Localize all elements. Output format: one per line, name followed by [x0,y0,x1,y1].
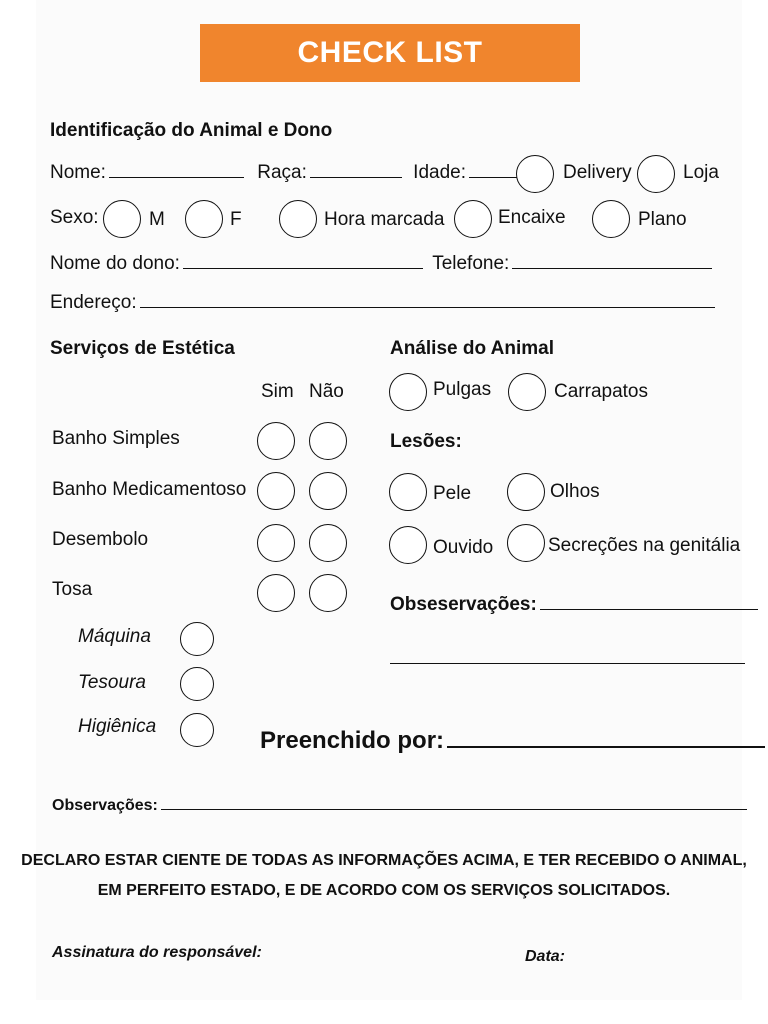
analise-obs-line-2[interactable] [390,663,745,664]
telefone-label: Telefone: [432,253,510,274]
nome-dono-label: Nome do dono: [50,253,180,274]
analise-obs-field[interactable] [540,594,758,610]
endereco-label: Endereço: [50,292,137,313]
analise-obs-label: Obseservações: [390,594,537,615]
banner-title: CHECK LIST [297,36,483,69]
pele-radio[interactable] [389,473,427,511]
olhos-radio[interactable] [507,473,545,511]
declaracao-line-2: EM PERFEITO ESTADO, E DE ACORDO COM OS SERVIÇOS SOLICITADOS. [97,882,671,899]
tosa-option-label: Higiênica [78,716,157,737]
declaracao-line-1: DECLARO ESTAR CIENTE DE TODAS AS INFORMAÇÕES ACIMA, E TER RECEBIDO O ANIMAL, [21,852,747,869]
preenchido-field[interactable] [447,726,765,748]
banho-simples-sim-radio[interactable] [257,422,295,460]
preenchido-row [260,726,765,755]
sexo-m-label: M [149,209,165,230]
banho-simples-nao-radio[interactable] [309,422,347,460]
pele-label: Pele [433,483,472,504]
sexo-label: Sexo: [50,207,99,228]
banho-medicamentoso-nao-radio[interactable] [309,472,347,510]
hora-marcada-label: Hora marcada [324,209,445,230]
checklist-banner [200,24,580,82]
preenchido-label: Preenchido por: [260,727,445,754]
lesoes-heading: Lesões: [390,431,462,452]
loja-label: Loja [683,162,719,183]
tosa-sim-radio[interactable] [257,574,295,612]
nao-header: Não [309,381,344,402]
idade-field[interactable] [469,162,521,178]
secrecoes-label: Secreções na genitália [548,535,741,556]
telefone-field[interactable] [512,253,712,269]
nome-dono-row [50,253,712,275]
ouvido-label: Ouvido [433,537,494,558]
secrecoes-radio[interactable] [507,524,545,562]
service-label: Banho Medicamentoso [52,479,247,500]
encaixe-radio[interactable] [454,200,492,238]
endereco-field[interactable] [140,292,715,308]
plano-label: Plano [638,209,687,230]
analise-obs-row [390,594,758,616]
observacoes-field[interactable] [161,794,747,810]
desembolo-sim-radio[interactable] [257,524,295,562]
plano-radio[interactable] [592,200,630,238]
hora-marcada-radio[interactable] [279,200,317,238]
tesoura-radio[interactable] [180,667,214,701]
banho-medicamentoso-sim-radio[interactable] [257,472,295,510]
tosa-option-label: Máquina [78,626,151,647]
carrapatos-radio[interactable] [508,373,546,411]
tosa-nao-radio[interactable] [309,574,347,612]
service-label: Desembolo [52,529,149,550]
sexo-f-label: F [230,209,242,230]
carrapatos-label: Carrapatos [554,381,648,402]
idade-label: Idade: [413,162,466,183]
higienica-radio[interactable] [180,713,214,747]
pulgas-radio[interactable] [389,373,427,411]
endereco-row [50,292,715,314]
delivery-label: Delivery [563,162,632,183]
identificacao-heading: Identificação do Animal e Dono [50,120,333,141]
observacoes-label: Observações: [52,797,158,814]
assinatura-label: Assinatura do responsável: [52,944,262,961]
nome-label: Nome: [50,162,106,183]
observacoes-row [52,794,747,815]
loja-radio[interactable] [637,155,675,193]
encaixe-label: Encaixe [498,207,566,228]
delivery-radio[interactable] [516,155,554,193]
analise-heading: Análise do Animal [390,338,554,359]
sim-header: Sim [261,381,294,402]
servicos-heading: Serviços de Estética [50,338,235,359]
data-label: Data: [525,948,566,965]
raca-label: Raça: [257,162,307,183]
olhos-label: Olhos [550,481,600,502]
tosa-option-label: Tesoura [78,672,146,693]
desembolo-nao-radio[interactable] [309,524,347,562]
ouvido-radio[interactable] [389,526,427,564]
nome-row [50,162,521,184]
raca-field[interactable] [310,162,402,178]
service-label: Tosa [52,579,93,600]
sexo-m-radio[interactable] [103,200,141,238]
sexo-f-radio[interactable] [185,200,223,238]
maquina-radio[interactable] [180,622,214,656]
pulgas-label: Pulgas [433,379,492,400]
service-label: Banho Simples [52,428,180,449]
nome-field[interactable] [109,162,244,178]
nome-dono-field[interactable] [183,253,423,269]
